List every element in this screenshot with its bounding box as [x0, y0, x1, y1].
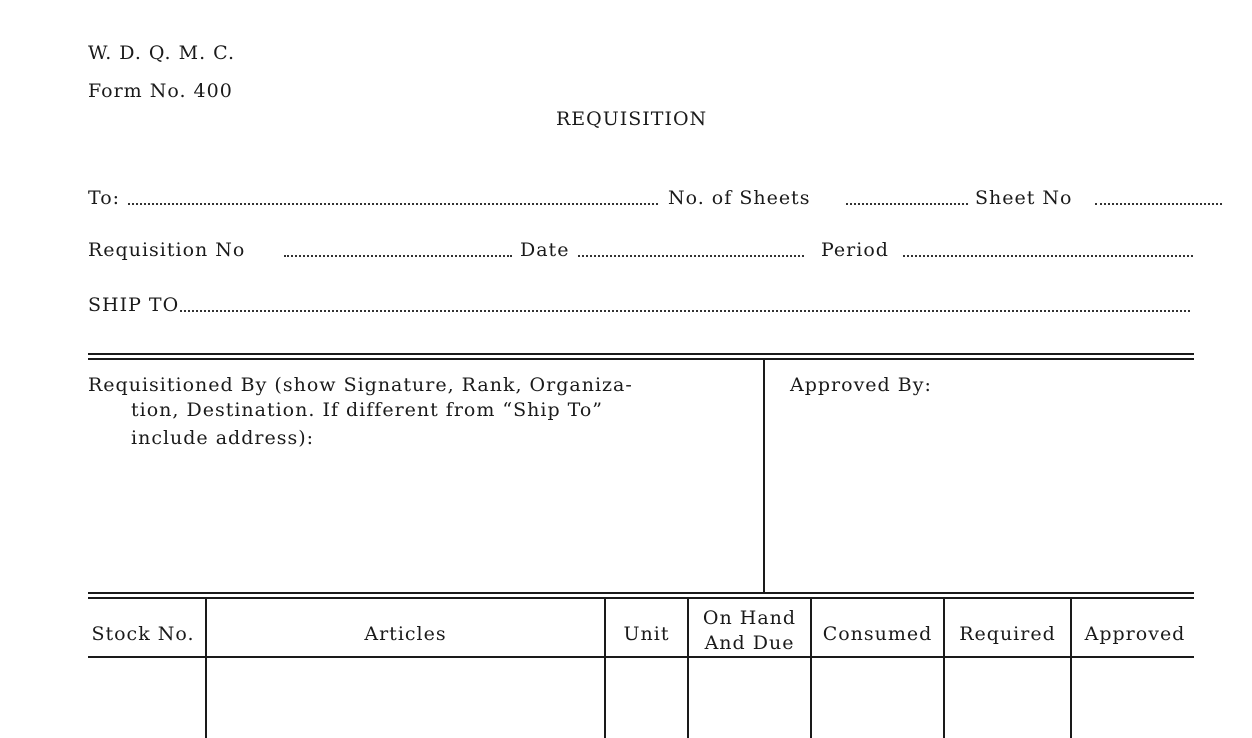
org-code: W. D. Q. M. C.	[88, 42, 236, 64]
date-field[interactable]	[578, 255, 804, 257]
cell-on-hand[interactable]	[690, 660, 808, 738]
col-header-unit: Unit	[623, 623, 670, 645]
page-title: REQUISITION	[556, 108, 708, 130]
double-rule-table-a	[88, 592, 1194, 594]
col-header-approved: Approved	[1084, 623, 1186, 645]
no-of-sheets-field[interactable]	[846, 203, 968, 205]
to-label: To:	[88, 187, 121, 209]
to-field[interactable]	[128, 203, 658, 205]
col-header-on-hand-line2: And Due	[704, 632, 795, 654]
requisitioned-by-line3: include address):	[131, 427, 315, 449]
cell-approved[interactable]	[1073, 660, 1193, 738]
requisitioned-by-area[interactable]	[90, 448, 755, 588]
col-header-articles: Articles	[364, 623, 447, 645]
period-field[interactable]	[903, 255, 1193, 257]
period-label: Period	[821, 239, 889, 261]
col-divider-5	[943, 599, 945, 738]
cell-stock-no[interactable]	[88, 660, 203, 738]
col-header-required: Required	[959, 623, 1056, 645]
signature-divider	[763, 360, 765, 592]
cell-consumed[interactable]	[813, 660, 941, 738]
approved-by-area[interactable]	[770, 400, 1190, 588]
col-divider-1	[205, 599, 207, 738]
sheet-no-label: Sheet No	[975, 187, 1073, 209]
requisition-no-field[interactable]	[284, 255, 512, 257]
col-header-consumed: Consumed	[822, 623, 933, 645]
double-rule-top-b	[88, 358, 1194, 360]
col-header-on-hand-line1: On Hand	[702, 607, 797, 629]
double-rule-top-a	[88, 353, 1194, 355]
cell-unit[interactable]	[607, 660, 685, 738]
no-of-sheets-label: No. of Sheets	[668, 187, 811, 209]
col-divider-4	[810, 599, 812, 738]
requisitioned-by-line2: tion, Destination. If different from “Ship To”	[131, 399, 604, 421]
cell-articles[interactable]	[208, 660, 602, 738]
ship-to-label: SHIP TO	[88, 294, 180, 316]
sheet-no-field[interactable]	[1095, 203, 1222, 205]
ship-to-field[interactable]	[180, 310, 1190, 312]
requisition-no-label: Requisition No	[88, 239, 246, 261]
table-header-rule	[88, 656, 1194, 658]
col-divider-6	[1070, 599, 1072, 738]
form-number: Form No. 400	[88, 80, 233, 102]
col-header-stock-no: Stock No.	[91, 623, 195, 645]
requisitioned-by-line1: Requisitioned By (show Signature, Rank, Organiza-	[88, 374, 633, 396]
approved-by-label: Approved By:	[790, 374, 932, 396]
col-divider-2	[604, 599, 606, 738]
double-rule-table-b	[88, 597, 1194, 599]
date-label: Date	[520, 239, 570, 261]
cell-required[interactable]	[946, 660, 1068, 738]
